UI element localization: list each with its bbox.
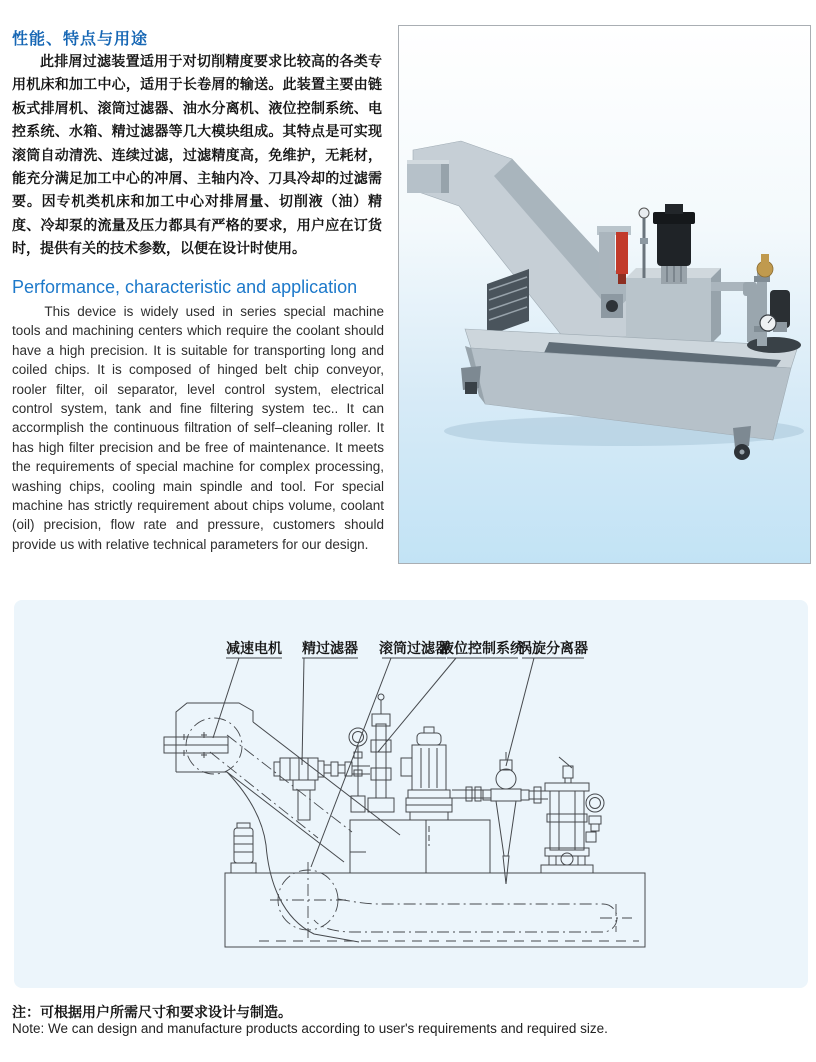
diagram-tank bbox=[225, 862, 645, 947]
product-photo-frame bbox=[398, 25, 811, 564]
en-section-body: This device is widely used in series special machine tools and machining centers which require the coolant should have a high precision. It is suitable for transporting long and coiled chips. It is composed of hinged belt chip conveyor, rooler filter, oil separator, level control system, electrical control system, tank and fine filtering system tec.. It can accormplish the continuous filtration of self–cleaning roller. It has high filter precision and be free of maintenance. It meets the requirements of special machine for complex processing, washing chips, cooling main spindle and tool. For special machine has strictly requirement about chips volume, coolant (oil) precision, flow rate and pressure, customers should provide us with relative technical parameters for our design. bbox=[12, 304, 384, 552]
photo-small-pipe bbox=[639, 208, 649, 278]
technical-diagram-panel bbox=[14, 600, 808, 988]
diagram-vortex-separator bbox=[483, 752, 548, 884]
diagram-incline-chute bbox=[210, 722, 400, 942]
diagram-pump-motor bbox=[401, 727, 452, 820]
diagram-label-fine-filter: 精过滤器 bbox=[302, 640, 358, 656]
zh-section-heading: 性能、特点与用途 bbox=[12, 31, 149, 48]
diagram-label-gear-motor: 减速电机 bbox=[226, 640, 282, 656]
note-zh: 注：可根据用户所需尺寸和要求设计与制造。 bbox=[12, 1004, 292, 1020]
diagram-right-filter bbox=[541, 757, 604, 873]
diagram-platform bbox=[350, 820, 490, 873]
diagram-label-roller-filter: 滚筒过滤器 bbox=[379, 640, 449, 656]
diagram-pipe-run bbox=[452, 787, 491, 801]
zh-section-body: 此排屑过滤装置适用于对切削精度要求比较高的各类专用机床和加工中心，适用于长卷屑的输送。此装置主要由链板式排屑机、滚筒过滤器、油水分离机、液位控制系统、电控系统、水箱、精过滤器等几大模块组成。其特点是可实现滚筒自动清洗、连续过滤，过滤精度高，免维护，无耗材，能充分满足加工中心的冲屑、主轴内冷、刀具冷却的过滤需要。因专机类机床和加工中心对排屑量、切削液（油）精度、冷却泵的流量及压力都具有严格的要求，用户应在订货时，提供有关的技术参数，以便在设计时使用。 bbox=[12, 53, 382, 257]
technical-diagram bbox=[14, 600, 808, 988]
diagram-left-motor bbox=[231, 823, 256, 873]
diagram-labels bbox=[226, 640, 588, 656]
note-en: Note: We can design and manufacture products according to user's requirements and required size. bbox=[12, 1021, 608, 1036]
diagram-level-column bbox=[368, 694, 394, 812]
diagram-conveyor-head bbox=[164, 703, 253, 774]
diagram-label-vortex-separator: 涡旋分离器 bbox=[518, 640, 588, 656]
photo-red-valve bbox=[597, 226, 631, 284]
diagram-leader-lines bbox=[213, 658, 534, 867]
machine-photo-illustration bbox=[399, 26, 810, 563]
en-section-heading: Performance, characteristic and application bbox=[12, 277, 358, 297]
diagram-label-level-control: 液位控制系统 bbox=[440, 640, 524, 656]
